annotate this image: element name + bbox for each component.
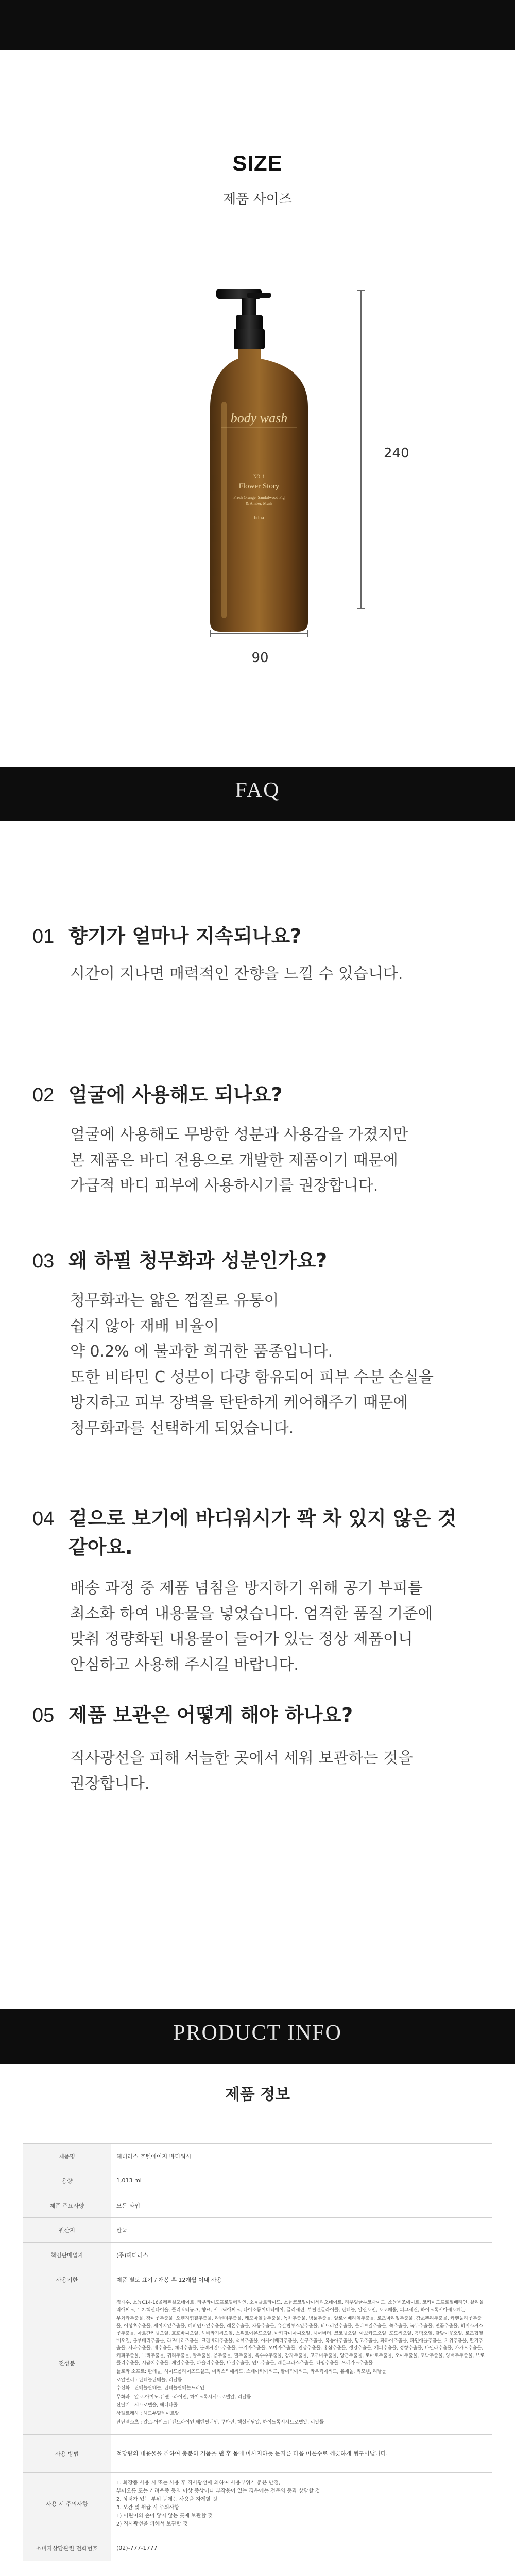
faq-answer-line: 배송 과정 중 제품 넘침을 방지하기 위해 공기 부피를 [70,1579,423,1597]
faq-answer-line: 맞춰 정량화된 내용물이 들어가 있는 정상 제품이니 [70,1630,413,1648]
row-value: (02)-777-1777 [111,2535,492,2561]
warning-line: 부어오름 또는 가려움증 등의 이상 증상이나 부작용이 있는 경우에는 전문의 등과 상담할 것 [116,2488,320,2495]
height-dimension-line [360,290,362,609]
row-key: 제품 주요사양 [23,2193,111,2218]
row-key: 사용기한 [23,2267,111,2292]
row-key: 사용 방법 [23,2435,111,2473]
table-row [23,2267,492,2292]
faq-question-01 [32,922,496,951]
faq-answer-line: 가급적 바디 피부에 사용하시기를 권장합니다. [70,1177,379,1195]
ingredients-paragraph: 정제수, 소듐C14-16올레핀설포네이트, 라우라미도프로필베타인, 소듐클로라이드, 소듐코코일아이세티오네이트, 라우릴글루코사이드, 소듐벤조에이트, 코카미도프로필베타인, 살리실릭애씨드, 1,2-헥산다이올, 폴리쿼터늄-7, 향료, 시트릭애씨드, 다이소듐이디티에이, 글리세린, 부틸렌글라이콜, 판테놀, 알란토인, 토코페롤, 피그세린, 하이드록시아세토페논 [116,2300,484,2313]
height-value: 240 [384,446,409,461]
ingredients-paragraph: 플로라 소프트: 판테놀, 하이드롤라이즈드실크, 미리스틱애씨드, 스테아릭애씨드, 팔미틱애씨드, 라우릭애씨드, 유제놀, 리모넨, 리날룰 [116,2369,387,2375]
faq-number: 05 [32,1705,55,1726]
width-dimension-line [211,633,308,634]
table-row [23,2535,492,2561]
size-title: SIZE [232,151,283,175]
product-info-table [23,2143,492,2561]
table-row [23,2144,492,2168]
row-value [111,2292,492,2435]
bottle-label-line1: NO. 1 [253,474,265,479]
row-key: 용량 [23,2168,111,2193]
faq-answer-line: 방지하고 피부 장벽을 탄탄하게 케어해주기 때문에 [70,1394,408,1412]
row-key: 원산지 [23,2218,111,2243]
table-row [23,2168,492,2193]
row-key: 전성분 [23,2292,111,2435]
height-dimension-cap-top [357,290,365,291]
ingredients-list [116,2299,487,2426]
faq-answer-line: 직사광선을 피해 서늘한 곳에서 세워 보관하는 것을 [70,1749,413,1767]
faq-answer-line: 최소화 하여 내용물을 넣었습니다. 엄격한 품질 기준에 [70,1604,433,1623]
faq-answer-line: 얼굴에 사용해도 무방한 성분과 사용감을 가졌지만 [70,1126,408,1144]
row-key: 소비자상담관련 전화번호 [23,2535,111,2561]
faq-question-text: 겉으로 보기에 바디워시가 꽉 차 있지 않은 것 [68,1507,457,1530]
table-row [23,2193,492,2218]
faq-answer-03 [70,1288,482,1441]
faq-answer-line: 권장합니다. [70,1774,150,1793]
faq-title: FAQ [235,778,280,802]
width-dimension-cap-right [307,630,308,637]
ingredients-paragraph: 무화과추출물, 장미꽃추출물, 오렌지껍질추출물, 라벤더추출물, 캐모마일꽃추출물, 녹차추출물, 병풀추출물, 알로에베라잎추출물, 로즈마리잎추출물, 감초뿌리추출물, 카렌둘라꽃추출물, 어성초추출물, 세이지잎추출물, 페퍼민트잎추출물, 레몬추출물, 자몽추출물, 유칼립투스잎추출물, 티트리잎추출물, 올리브잎추출물, 쑥추출물, 녹두추출물, 연꽃추출물, 히비스커스꽃추출물, 아르간커넬오일, 호호바씨오일, 해바라기씨오일, 스위트아몬드오일, 마카다미아씨오일, 시어버터, 코코넛오일, 아보카도오일, 포도씨오일, 동백오일, 달맞이꽃오일, 로즈힙열매오일, 블루베리추출물, 라즈베리추출물, 크랜베리추출물, 석류추출물, 아사이베리추출물, 살구추출물, 복숭아추출물, 망고추출물, 파파야추출물, 파인애플추출물, 키위추출물, 딸기추출물, 사과추출물, 배추출물, 체리추출물, 블랙커런트추출물, 구기자추출물, 오미자추출물, 인삼추출물, 홍삼추출물, 생강추출물, 계피추출물, 정향추출물, 바닐라추출물, 카카오추출물, 커피추출물, 보리추출물, 귀리추출물, 쌀추출물, 콩추출물, 밀추출물, 옥수수추출물, 감자추출물, 고구마추출물, 당근추출물, 토마토추출물, 오이추출물, 호박추출물, 양배추추출물, 브로콜리추출물, 시금치추출물, 케일추출물, 파슬리추출물, 바질추출물, 민트추출물, 레몬그라스추출물, 타임추출물, 오레가노추출물 [116,2316,485,2366]
size-subtitle: 제품 사이즈 [223,192,292,207]
width-value: 90 [251,650,269,666]
row-value [111,2473,492,2535]
faq-answer-04 [70,1575,482,1677]
bottle-label-line3: Fresh Orange, Sandalwood Fig [233,495,285,500]
table-row [23,2292,492,2435]
faq-question-text: 얼굴에 사용해도 되나요? [68,1083,283,1106]
bottle-dimension-figure [0,268,515,666]
faq-question-text: 제품 보관은 어떻게 해야 하나요? [68,1704,353,1726]
faq-answer-01 [70,961,482,987]
faq-number: 01 [32,926,55,947]
bottle-label-script: body wash [230,411,288,426]
faq-number: 02 [32,1084,55,1106]
faq-question-text-cont: 같아요. [68,1536,133,1559]
faq-answer-line: 약 0.2% 에 불과한 희귀한 품종입니다. [70,1343,333,1361]
top-dark-band [0,0,515,50]
faq-answer-line: 시간이 지나면 매력적인 잔향을 느낄 수 있습니다. [70,965,403,983]
height-dimension-cap-bottom [357,608,365,609]
faq-question-05 [32,1701,496,1730]
faq-answer-line: 청무화과는 얇은 껍질로 유통이 [70,1292,279,1310]
faq-number: 03 [32,1250,55,1272]
bottle-label-line2: Flower Story [238,482,280,490]
faq-answer-line: 또한 비타민 C 성분이 다량 함유되어 피부 수분 손실을 [70,1368,434,1386]
table-row [23,2243,492,2267]
row-value: 모든 타입 [111,2193,492,2218]
faq-answer-05 [70,1745,482,1797]
faq-question-04 [32,1504,496,1562]
row-value: 1,013 ml [111,2168,492,2193]
ingredients-paragraph: 수선화 : 판테놀판테놀, 판테놀판테놀드리인 [116,2386,204,2392]
ingredients-paragraph: 무화과 : 알로-아미노-퓨젠트라이인, 하이드록시시트로넬알, 리날룰 [116,2394,251,2400]
warning-line: 2. 상처가 있는 부위 등에는 사용을 자제할 것 [116,2497,218,2503]
product-info-subtitle: 제품 정보 [225,2086,290,2104]
table-row [23,2218,492,2243]
ingredients-paragraph: 산딸기 : 시트로넬올, 헤디나졸 [116,2403,178,2409]
faq-question-03 [32,1247,496,1276]
faq-answer-02 [70,1122,482,1199]
row-key: 사용 시 주의사항 [23,2473,111,2535]
row-value: 적당량의 내용물을 취하여 충분히 거품을 낸 후 몸에 마사지하듯 문지른 다음 미온수로 깨끗하게 헹구어냅니다. [111,2435,492,2473]
product-info-title: PRODUCT INFO [173,2021,342,2045]
faq-question-02 [32,1081,496,1110]
table-row [23,2473,492,2535]
warning-line: 1) 어린이의 손이 닿지 않는 곳에 보관할 것 [116,2513,213,2519]
bottle-label-line5: bdua [254,515,264,521]
warnings-list [116,2479,487,2529]
faq-number: 04 [32,1508,55,1530]
bottle-image [0,268,515,639]
faq-question-text: 향기가 얼마나 지속되나요? [68,925,302,947]
warning-line: 1. 화장품 사용 시 또는 사용 후 직사광선에 의하여 사용부위가 붉은 반점, [116,2480,281,2486]
ingredients-paragraph: 판단렉스츠 : 알로-아미노퓨젠트라이인,헤헨틸레인, 쿠마린, 헥실신남알, 하이드록시시트로넬알, 리날룰 [116,2419,324,2425]
faq-answer-line: 청무화과를 선택하게 되었습니다. [70,1419,294,1437]
row-value: 한국 [111,2218,492,2243]
row-key: 책임판매업자 [23,2243,111,2267]
row-value: 헤더러스 호텔에이지 바디워시 [111,2144,492,2168]
warning-line: 3. 보관 및 취급 시 주의사항 [116,2505,180,2511]
row-value: (주)헤더러스 [111,2243,492,2267]
faq-answer-line: 본 제품은 바디 전용으로 개발한 제품이기 때문에 [70,1151,398,1170]
faq-question-text: 왜 하필 청무화과 성분인가요? [68,1249,328,1272]
row-key: 제품명 [23,2144,111,2168]
row-value: 제품 별도 표기 / 개봉 후 12개월 이내 사용 [111,2267,492,2292]
ingredients-paragraph: 상텔트레하 : 헤드부틸레이트알 [116,2411,179,2417]
ingredients-paragraph: 로얄젤리 : 판테놀판테놀, 리날룰 [116,2377,182,2383]
faq-answer-line: 쉽지 않아 재배 비율이 [70,1317,219,1335]
faq-answer-line: 안심하고 사용해 주시길 바랍니다. [70,1655,299,1674]
bottle-label-line4: & Amber, Musk [246,501,272,506]
width-dimension-cap-left [210,630,211,637]
warning-line: 2) 직사광선을 피해서 보관할 것 [116,2521,188,2528]
table-row [23,2435,492,2473]
